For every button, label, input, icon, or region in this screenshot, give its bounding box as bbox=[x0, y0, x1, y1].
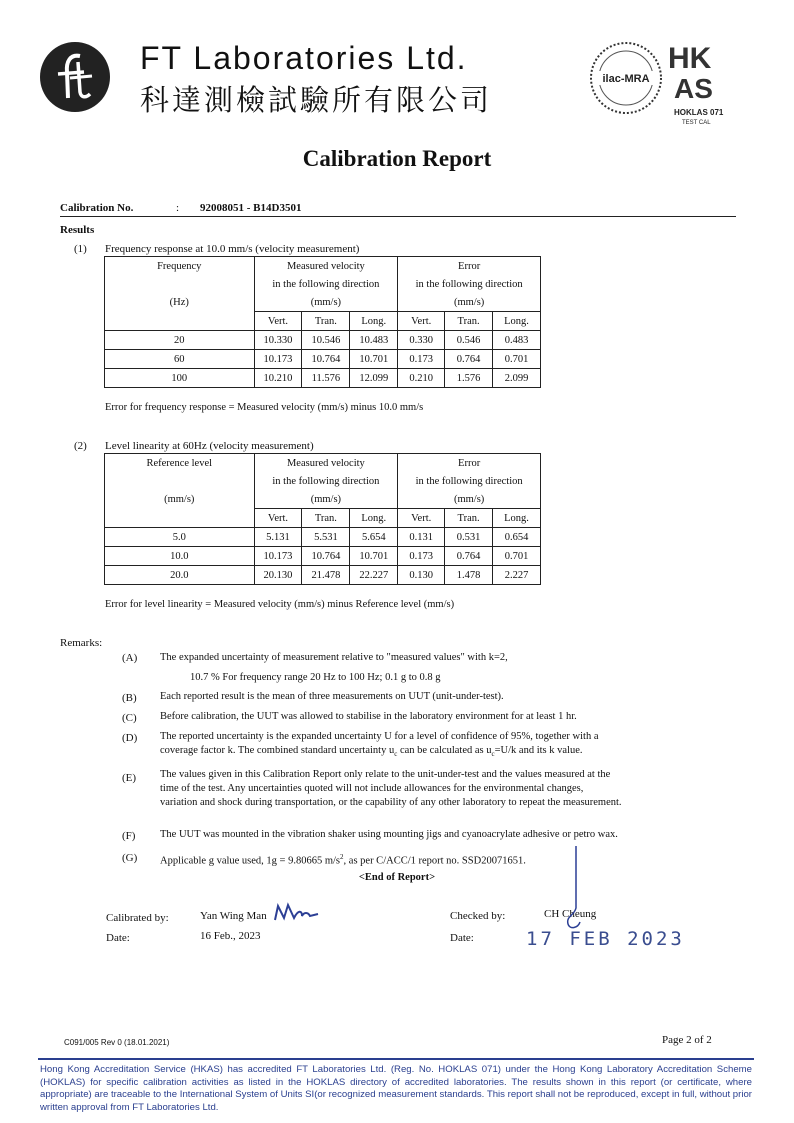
remark-text: The reported uncertainty is the expanded uncertainty U for a level of confidence of 95%, together with a bbox=[160, 731, 599, 742]
col-head: in the following direction bbox=[254, 472, 398, 490]
remark-text: Before calibration, the UUT was allowed to stabilise in the laboratory environment for at least 1 hr. bbox=[160, 711, 577, 722]
sub-head: Vert. bbox=[398, 312, 445, 331]
sub-head: Long. bbox=[493, 509, 541, 528]
calibration-no-colon: : bbox=[176, 202, 180, 214]
col-head bbox=[105, 472, 255, 490]
table-cell: 10.546 bbox=[302, 331, 350, 350]
remark-letter: (G) bbox=[122, 852, 138, 864]
svg-text:HK: HK bbox=[668, 42, 712, 75]
results-heading: Results bbox=[60, 224, 95, 236]
remark-letter: (C) bbox=[122, 712, 137, 724]
col-head: Measured velocity bbox=[254, 454, 398, 473]
remark-letter: (B) bbox=[122, 692, 137, 704]
table-cell: 10.701 bbox=[350, 547, 398, 566]
sub-head: Tran. bbox=[302, 509, 350, 528]
section-title: Frequency response at 10.0 mm/s (velocity measurement) bbox=[105, 243, 360, 255]
table-cell: 0.654 bbox=[493, 528, 541, 547]
table-row bbox=[105, 369, 541, 388]
remark-text: The expanded uncertainty of measurement relative to "measured values" with k=2, bbox=[160, 652, 508, 663]
table-cell: 0.173 bbox=[398, 547, 445, 566]
remark-text: variation and shock during transportation, or the capability of any other laboratory to repeat the measurement. bbox=[160, 797, 622, 808]
table-cell: 0.210 bbox=[398, 369, 445, 388]
sub-head: Long. bbox=[350, 312, 398, 331]
accreditation-footer: Hong Kong Accreditation Service (HKAS) has accredited FT Laboratories Ltd. (Reg. No. HOKLAS 071) under the Hong Kong Laboratory Accreditation Scheme (HOKLAS) for specific calibration activities as listed in the HOKLAS directory of accredited laboratories. The results shown in this report (or certificate, where appropriate) are traceable to the International System of Units SI(or recognized measurement standards. This report shall not be reproduced, except in full, without prior written approval from FT Laboratories Ltd. bbox=[40, 1064, 752, 1113]
section-title: Level linearity at 60Hz (velocity measurement) bbox=[105, 440, 314, 452]
checked-by-name: CH Cheung bbox=[544, 908, 597, 920]
remarks-heading: Remarks: bbox=[60, 637, 103, 649]
table-cell: 10.764 bbox=[302, 350, 350, 369]
level-linearity-table bbox=[104, 453, 541, 585]
col-head: Error bbox=[398, 257, 541, 276]
remark-text: The values given in this Calibration Report only relate to the unit-under-test and the values measured at the bbox=[160, 769, 611, 780]
table-cell: 20.0 bbox=[105, 566, 255, 585]
table-note: Error for level linearity = Measured velocity (mm/s) minus Reference level (mm/s) bbox=[105, 599, 455, 610]
table-note: Error for frequency response = Measured velocity (mm/s) minus 10.0 mm/s bbox=[105, 402, 424, 413]
sub-head: Long. bbox=[493, 312, 541, 331]
table-cell: 0.764 bbox=[445, 547, 493, 566]
col-head: (mm/s) bbox=[254, 490, 398, 509]
report-title: Calibration Report bbox=[302, 146, 492, 171]
table-cell: 0.173 bbox=[398, 350, 445, 369]
ilac-text: ilac-MRA bbox=[602, 73, 650, 85]
table-cell: 5.131 bbox=[254, 528, 302, 547]
date-stamp: 17 FEB 2023 bbox=[526, 928, 685, 950]
table-cell: 12.099 bbox=[350, 369, 398, 388]
checked-by-label: Checked by: bbox=[450, 910, 506, 922]
table-cell: 0.130 bbox=[398, 566, 445, 585]
col-head: (mm/s) bbox=[398, 490, 541, 509]
calibration-no-value: 92008051 - B14D3501 bbox=[200, 202, 302, 214]
remark-letter: (A) bbox=[122, 652, 138, 664]
table-cell: 5.531 bbox=[302, 528, 350, 547]
table-cell: 0.764 bbox=[445, 350, 493, 369]
section-number: (2) bbox=[74, 440, 87, 452]
table-cell: 10.483 bbox=[350, 331, 398, 350]
table-cell: 0.483 bbox=[493, 331, 541, 350]
table-cell: 10.701 bbox=[350, 350, 398, 369]
sub-head: Vert. bbox=[254, 312, 302, 331]
table-cell: 20.130 bbox=[254, 566, 302, 585]
table-cell: 0.131 bbox=[398, 528, 445, 547]
table-cell: 1.576 bbox=[445, 369, 493, 388]
checked-date-label: Date: bbox=[450, 932, 474, 944]
table-cell: 0.546 bbox=[445, 331, 493, 350]
remark-text: Applicable g value used, 1g = 9.80665 $m/s^2$, as per C/ACC/1 report no. SSD20071651. bbox=[160, 853, 526, 867]
section-number: (1) bbox=[74, 243, 87, 255]
table-cell: 1.478 bbox=[445, 566, 493, 585]
end-of-report: <End of Report> bbox=[358, 872, 436, 883]
col-head: (mm/s) bbox=[254, 293, 398, 312]
table-cell: 20 bbox=[105, 331, 255, 350]
form-number: C091/005 Rev 0 (18.01.2021) bbox=[64, 1038, 170, 1047]
table-cell: 0.531 bbox=[445, 528, 493, 547]
remark-text: 10.7 % For frequency range 20 Hz to 100 Hz; 0.1 g to 0.8 g bbox=[190, 672, 441, 683]
checker-signature-icon bbox=[556, 844, 592, 934]
col-head bbox=[105, 275, 255, 293]
table-cell: 10.173 bbox=[254, 350, 302, 369]
ilac-mra-logo bbox=[588, 40, 664, 116]
calibrated-by-label: Calibrated by: bbox=[106, 912, 169, 924]
remark-letter: (F) bbox=[122, 830, 136, 842]
col-head: Frequency bbox=[105, 257, 255, 276]
table-cell: 11.576 bbox=[302, 369, 350, 388]
divider bbox=[60, 216, 736, 217]
col-head: Error bbox=[398, 454, 541, 473]
table-row bbox=[105, 350, 541, 369]
col-head: (Hz) bbox=[105, 293, 255, 312]
table-cell: 5.0 bbox=[105, 528, 255, 547]
hkas-logo bbox=[668, 40, 738, 126]
signature-icon bbox=[272, 900, 322, 926]
remark-text: Each reported result is the mean of three measurements on UUT (unit-under-test). bbox=[160, 691, 504, 702]
col-head: in the following direction bbox=[398, 472, 541, 490]
hoklas-text: HOKLAS 071 bbox=[674, 108, 724, 117]
table-cell: 10.173 bbox=[254, 547, 302, 566]
test-cal-text: TEST CAL bbox=[682, 120, 711, 126]
date-label: Date: bbox=[106, 932, 130, 944]
col-head: in the following direction bbox=[398, 275, 541, 293]
col-head: in the following direction bbox=[254, 275, 398, 293]
table-cell: 0.330 bbox=[398, 331, 445, 350]
remark-text: The UUT was mounted in the vibration shaker using mounting jigs and cyanoacrylate adhesive or petro wax. bbox=[160, 829, 618, 840]
table-cell: 5.654 bbox=[350, 528, 398, 547]
table-cell: 22.227 bbox=[350, 566, 398, 585]
remark-text: time of the test. Any uncertainties quoted will not include allowances for the environmental changes, bbox=[160, 783, 584, 794]
table-row bbox=[105, 528, 541, 547]
table-cell: 10.0 bbox=[105, 547, 255, 566]
sub-head: Tran. bbox=[302, 312, 350, 331]
sub-head: Vert. bbox=[398, 509, 445, 528]
frequency-response-table bbox=[104, 256, 541, 388]
remark-letter: (D) bbox=[122, 732, 138, 744]
table-cell: 60 bbox=[105, 350, 255, 369]
sub-head: Vert. bbox=[254, 509, 302, 528]
table-cell: 2.227 bbox=[493, 566, 541, 585]
sub-head: Long. bbox=[350, 509, 398, 528]
table-cell: 10.764 bbox=[302, 547, 350, 566]
col-head: (mm/s) bbox=[398, 293, 541, 312]
col-head: Measured velocity bbox=[254, 257, 398, 276]
col-head: Reference level bbox=[105, 454, 255, 473]
page-number: Page 2 of 2 bbox=[662, 1034, 712, 1046]
table-cell: 2.099 bbox=[493, 369, 541, 388]
calibration-no-label: Calibration No. bbox=[60, 202, 134, 214]
table-cell: 10.210 bbox=[254, 369, 302, 388]
table-row bbox=[105, 331, 541, 350]
ft-logo-mark bbox=[40, 42, 110, 112]
remark-letter: (E) bbox=[122, 772, 137, 784]
table-cell: 21.478 bbox=[302, 566, 350, 585]
sub-head: Tran. bbox=[445, 509, 493, 528]
sub-head: Tran. bbox=[445, 312, 493, 331]
table-row bbox=[105, 547, 541, 566]
calibrated-by-name: Yan Wing Man bbox=[200, 910, 267, 922]
table-cell: 100 bbox=[105, 369, 255, 388]
remark-text: coverage factor k. The combined standard uncertainty $u_c$ can be calculated as $u_c=U/k$ and its k value. bbox=[160, 745, 583, 759]
table-cell: 0.701 bbox=[493, 350, 541, 369]
table-row bbox=[105, 566, 541, 585]
table-cell: 10.330 bbox=[254, 331, 302, 350]
col-head: (mm/s) bbox=[105, 490, 255, 509]
company-name-en: FT Laboratories Ltd. bbox=[140, 40, 468, 76]
svg-text:AS: AS bbox=[674, 73, 713, 104]
table-cell: 0.701 bbox=[493, 547, 541, 566]
footer-divider bbox=[38, 1058, 754, 1060]
company-name-zh: 科達測檢試驗所有限公司 bbox=[140, 83, 493, 117]
calibrated-date: 16 Feb., 2023 bbox=[200, 930, 261, 942]
